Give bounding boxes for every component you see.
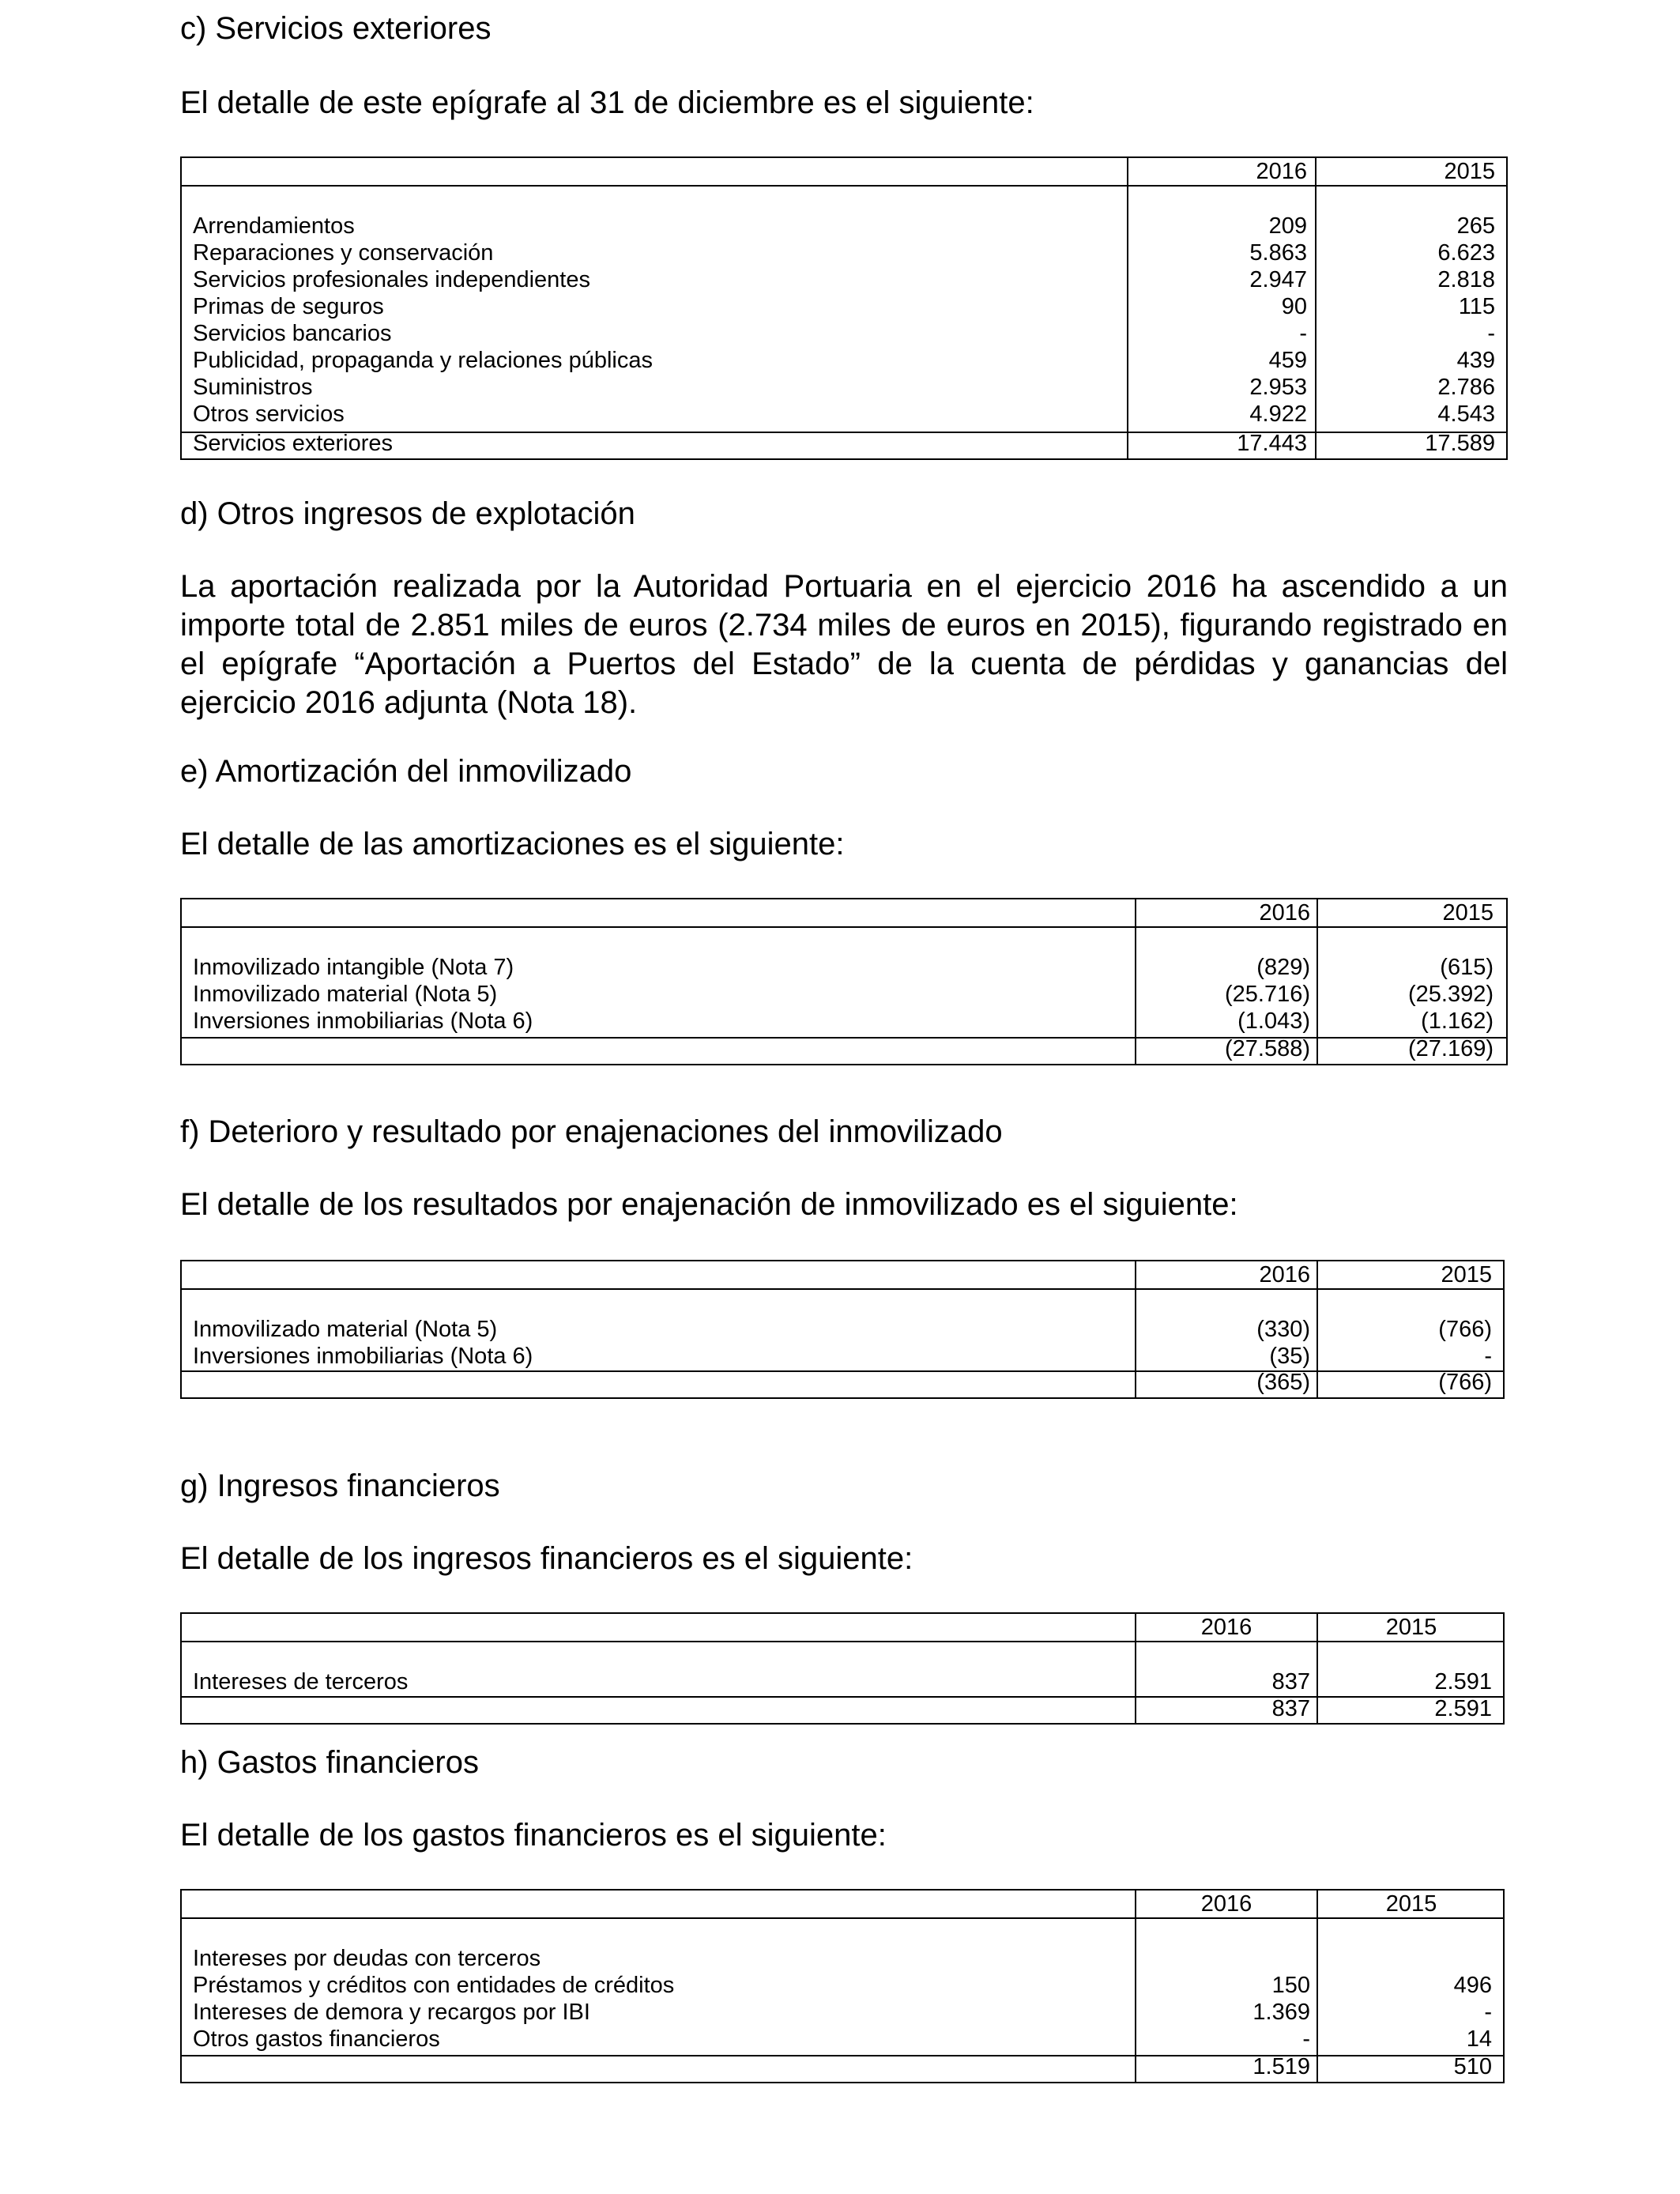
section-h-intro: El detalle de los gastos financieros es el siguiente:: [180, 1818, 887, 1853]
row-label: Inmovilizado material (Nota 5): [193, 982, 498, 1007]
total-value-2016: 837: [1271, 1696, 1310, 1721]
row-value-2016: -: [1299, 321, 1307, 346]
total-value-2016: 17.443: [1237, 431, 1307, 456]
row-label: Otros servicios: [193, 401, 345, 427]
row-value-2016: 837: [1271, 1669, 1310, 1695]
section-f-intro: El detalle de los resultados por enajenación de inmovilizado es el siguiente:: [180, 1187, 1238, 1222]
row-value-2015: (615): [1440, 955, 1494, 980]
row-value-2016: (829): [1256, 955, 1310, 980]
row-value-2016: (330): [1256, 1317, 1310, 1342]
total-value-2015: (766): [1438, 1370, 1492, 1395]
row-value-2015: 115: [1458, 294, 1495, 319]
row-label: Intereses de demora y recargos por IBI: [193, 2000, 590, 2025]
row-label: Otros gastos financieros: [193, 2026, 440, 2052]
header-2015: 2015: [1441, 1262, 1492, 1287]
row-value-2015: 439: [1456, 348, 1495, 373]
total-value-2015: 2.591: [1434, 1696, 1492, 1721]
row-value-2016: 1.369: [1252, 2000, 1310, 2025]
row-value-2015: 496: [1453, 1973, 1492, 1998]
row-label: Servicios bancarios: [193, 321, 392, 346]
row-label: Inmovilizado material (Nota 5): [193, 1317, 498, 1342]
total-value-2016: (27.588): [1224, 1036, 1310, 1061]
row-value-2015: 2.818: [1437, 267, 1495, 292]
section-g-intro: El detalle de los ingresos financieros es el siguiente:: [180, 1541, 913, 1576]
row-label: Servicios profesionales independientes: [193, 267, 590, 292]
row-value-2015: -: [1484, 1344, 1492, 1369]
row-label: Publicidad, propaganda y relaciones públicas: [193, 348, 653, 373]
row-value-2015: -: [1484, 2000, 1492, 2025]
total-value-2015: 17.589: [1425, 431, 1495, 456]
row-label: Préstamos y créditos con entidades de créditos: [193, 1973, 675, 1998]
row-label: Intereses por deudas con terceros: [193, 1946, 541, 1971]
row-value-2015: (1.162): [1421, 1008, 1494, 1034]
section-d-paragraph: La aportación realizada por la Autoridad Portuaria en el ejercicio 2016 ha ascendido a un importe total de 2.851 miles de euros (2.734 miles de euros en 2015), figurando registrado en el epígrafe “Aportación a Puertos del Estado” de la cuenta de pérdidas y ganancias del ejercicio 2016 adjunta (Nota 18).: [180, 569, 1508, 720]
total-value-2016: 1.519: [1252, 2054, 1310, 2079]
table-ingresos: [180, 1612, 1505, 1725]
row-value-2016: 4.922: [1249, 401, 1307, 427]
row-label: Arrendamientos: [193, 213, 355, 239]
row-value-2015: 6.623: [1437, 240, 1495, 266]
header-2015: 2015: [1385, 1891, 1437, 1917]
header-2016: 2016: [1200, 1615, 1252, 1640]
header-2016: 2016: [1256, 159, 1307, 184]
row-value-2016: 459: [1268, 348, 1307, 373]
row-label: Reparaciones y conservación: [193, 240, 494, 266]
row-value-2015: 4.543: [1437, 401, 1495, 427]
section-e-intro: El detalle de las amortizaciones es el siguiente:: [180, 827, 845, 861]
row-value-2016: (35): [1269, 1344, 1310, 1369]
row-value-2016: 5.863: [1249, 240, 1307, 266]
table-amortizacion: [180, 898, 1508, 1065]
row-value-2016: 150: [1271, 1973, 1310, 1998]
section-c-title: c) Servicios exteriores: [180, 11, 492, 46]
header-2016: 2016: [1259, 900, 1310, 925]
table-gastos: [180, 1889, 1505, 2083]
total-label: Servicios exteriores: [193, 431, 394, 456]
row-value-2015: 14: [1466, 2026, 1492, 2052]
row-label: Inversiones inmobiliarias (Nota 6): [193, 1008, 533, 1034]
row-label: Inmovilizado intangible (Nota 7): [193, 955, 514, 980]
section-f-title: f) Deterioro y resultado por enajenaciones del inmovilizado: [180, 1114, 1003, 1149]
row-value-2016: (25.716): [1224, 982, 1310, 1007]
section-g-title: g) Ingresos financieros: [180, 1468, 500, 1503]
row-value-2016: 2.953: [1249, 375, 1307, 400]
row-value-2016: (1.043): [1237, 1008, 1310, 1034]
header-2016: 2016: [1200, 1891, 1252, 1917]
section-e-title: e) Amortización del inmovilizado: [180, 754, 632, 789]
total-value-2016: (365): [1256, 1370, 1310, 1395]
row-value-2015: 265: [1456, 213, 1495, 239]
header-2015: 2015: [1442, 900, 1494, 925]
header-2016: 2016: [1259, 1262, 1310, 1287]
header-2015: 2015: [1444, 159, 1495, 184]
row-value-2015: 2.786: [1437, 375, 1495, 400]
row-value-2015: 2.591: [1434, 1669, 1492, 1695]
row-value-2015: -: [1487, 321, 1495, 346]
row-value-2016: 90: [1281, 294, 1307, 319]
row-label: Primas de seguros: [193, 294, 384, 319]
row-value-2015: (766): [1438, 1317, 1492, 1342]
header-2015: 2015: [1385, 1615, 1437, 1640]
section-h-title: h) Gastos financieros: [180, 1745, 479, 1780]
row-label: Intereses de terceros: [193, 1669, 409, 1695]
section-c-intro: El detalle de este epígrafe al 31 de diciembre es el siguiente:: [180, 85, 1034, 120]
row-value-2016: 2.947: [1249, 267, 1307, 292]
row-value-2016: -: [1302, 2026, 1310, 2052]
total-value-2015: 510: [1453, 2054, 1492, 2079]
total-value-2015: (27.169): [1407, 1036, 1494, 1061]
row-value-2015: (25.392): [1407, 982, 1494, 1007]
table-servicios: [180, 156, 1508, 460]
row-value-2016: 209: [1268, 213, 1307, 239]
row-label: Suministros: [193, 375, 313, 400]
section-d-title: d) Otros ingresos de explotación: [180, 496, 635, 531]
table-enajenaciones: [180, 1260, 1505, 1399]
row-label: Inversiones inmobiliarias (Nota 6): [193, 1344, 533, 1369]
